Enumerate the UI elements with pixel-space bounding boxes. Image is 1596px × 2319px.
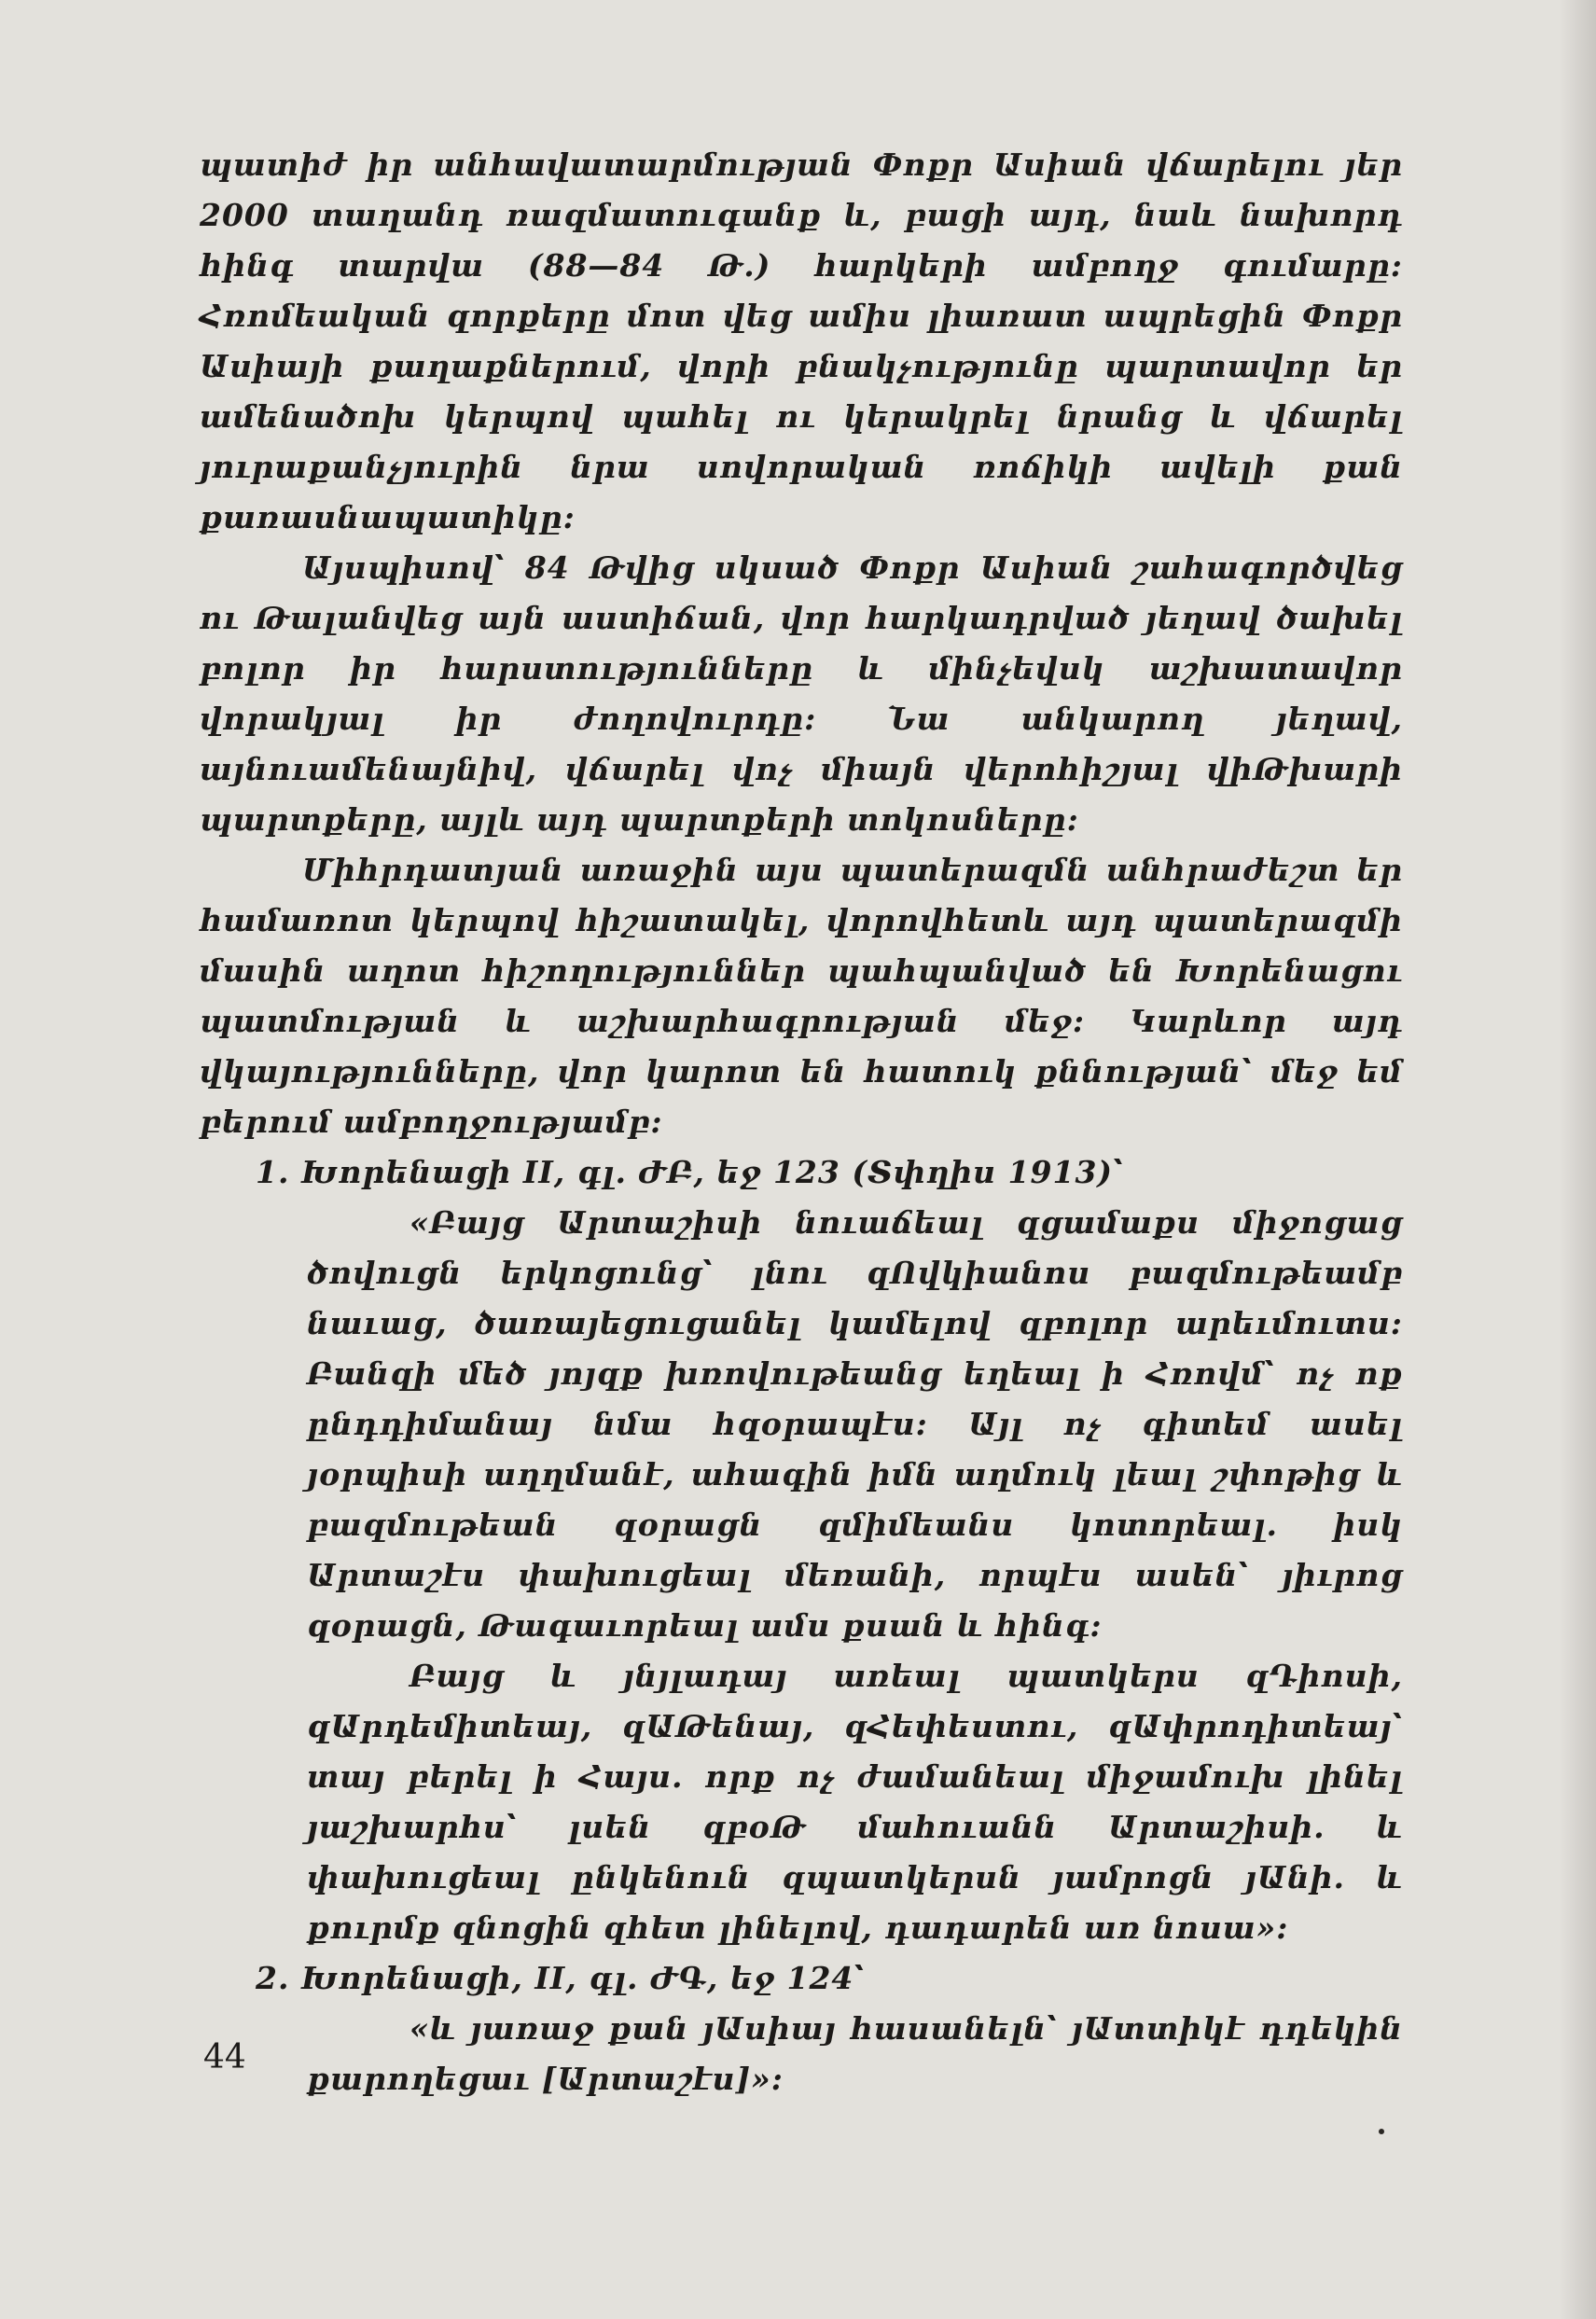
page-edge-shadow xyxy=(1559,0,1596,2319)
reference-1: 1. Խորենացի II, գլ. ԺԲ, եջ 123 (Տփղիս 1913)՝ xyxy=(256,1154,1124,1190)
paragraph-3: Միհրդատյան առաջին այս պատերազմն անհրաժեշտ եր համառոտ կերպով հիշատակել, վորովհետև այդ պատերազմի մասին աղոտ հիշողություններ պահպանված են Խորենացու պատմության և աշխարհագրության մեջ: Կարևոր այդ վկայությունները, վոր կարոտ են հատուկ քննության՝ մեջ եմ բերում ամբողջությամբ: xyxy=(200,852,1403,1140)
quote-1-part-2: Բայց և յնյլադայ առեալ պատկերս զԴիոսի, զԱրդեմիտեայ, զԱԹենայ, զՀեփեստու, զԱփրոդիտեայ՝ տայ բերել ի Հայս. որք ոչ ժամանեալ միջամուխ լինել յաշխարհս՝ լսեն զբօԹ մահուանն Արտաշիսի. և փախուցեալ ընկենուն զպատկերսն յամրոցն յԱնի. և քուրմք զնոցին զհետ լինելով, դադարեն առ նոսա»: xyxy=(307,1658,1403,1946)
reference-2: 2. Խորենացի, II, գլ. ԺԳ, եջ 124՝ xyxy=(256,1960,866,1996)
paragraph-1: պատիժ իր անհավատարմության Փոքր Ասիան վճարելու յեր 2000 տաղանդ ռազմատուգանք և, բացի այդ, նաև նախորդ հինգ տարվա (88—84 Թ.) հարկերի ամբողջ գումարը: Հռոմեական զորքերը մոտ վեց ամիս լիառատ ապրեցին Փոքր Ասիայի քաղաքներում, վորի բնակչությունը պարտավոր եր ամենածոխ կերպով պահել ու կերակրել նրանց և վճարել յուրաքանչյուրին նրա սովորական ռոճիկի ավելի քան քառասնապատիկը: xyxy=(200,146,1403,535)
body-text xyxy=(200,140,1403,2104)
quote-2: «և յառաջ քան յԱսիայ հասանելն՝ յԱտտիկէ դդեկին քարողեցաւ [Արտաշէս]»: xyxy=(307,2010,1403,2097)
paragraph-2: Այսպիսով՝ 84 Թվից սկսած Փոքր Ասիան շահագործվեց ու Թալանվեց այն աստիճան, վոր հարկադրված յեղավ ծախել բոլոր իր հարստությունները և մինչեվսկ աշխատավոր վորակյալ իր ժողովուրդը: Նա անկարող յեղավ, այնուամենայնիվ, վճարել վոչ միայն վերոհիշյալ վիԹխարի պարտքերը, այլև այդ պարտքերի տոկոսները: xyxy=(200,549,1403,838)
print-speck xyxy=(1379,2129,1384,2134)
page-number: 44 xyxy=(203,2038,246,2076)
quote-1-part-1: «Բայց Արտաշիսի նուաճեալ զցամաքս միջոցաց ծովուցն երկոցունց՝ լնու զՈվկիանոս բազմութեամբ նաւաց, ծառայեցուցանել կամելով զբոլոր արեւմուտս: Բանզի մեծ յոյզք խռովութեանց եղեալ ի Հռովմ՝ ոչ ոք ընդդիմանայ նմա հզօրապէս: Այլ ոչ գիտեմ ասել յօրպիսի աղղմանէ, ահագին իմն աղմուկ լեալ շփոթից և բազմութեան զօրացն զմիմեանս կոտորեալ. իսկ Արտաշէս փախուցեալ մեռանի, որպէս ասեն՝ յիւրոց զօրացն, Թագաւորեալ ամս քսան և հինգ: xyxy=(307,1204,1403,1644)
